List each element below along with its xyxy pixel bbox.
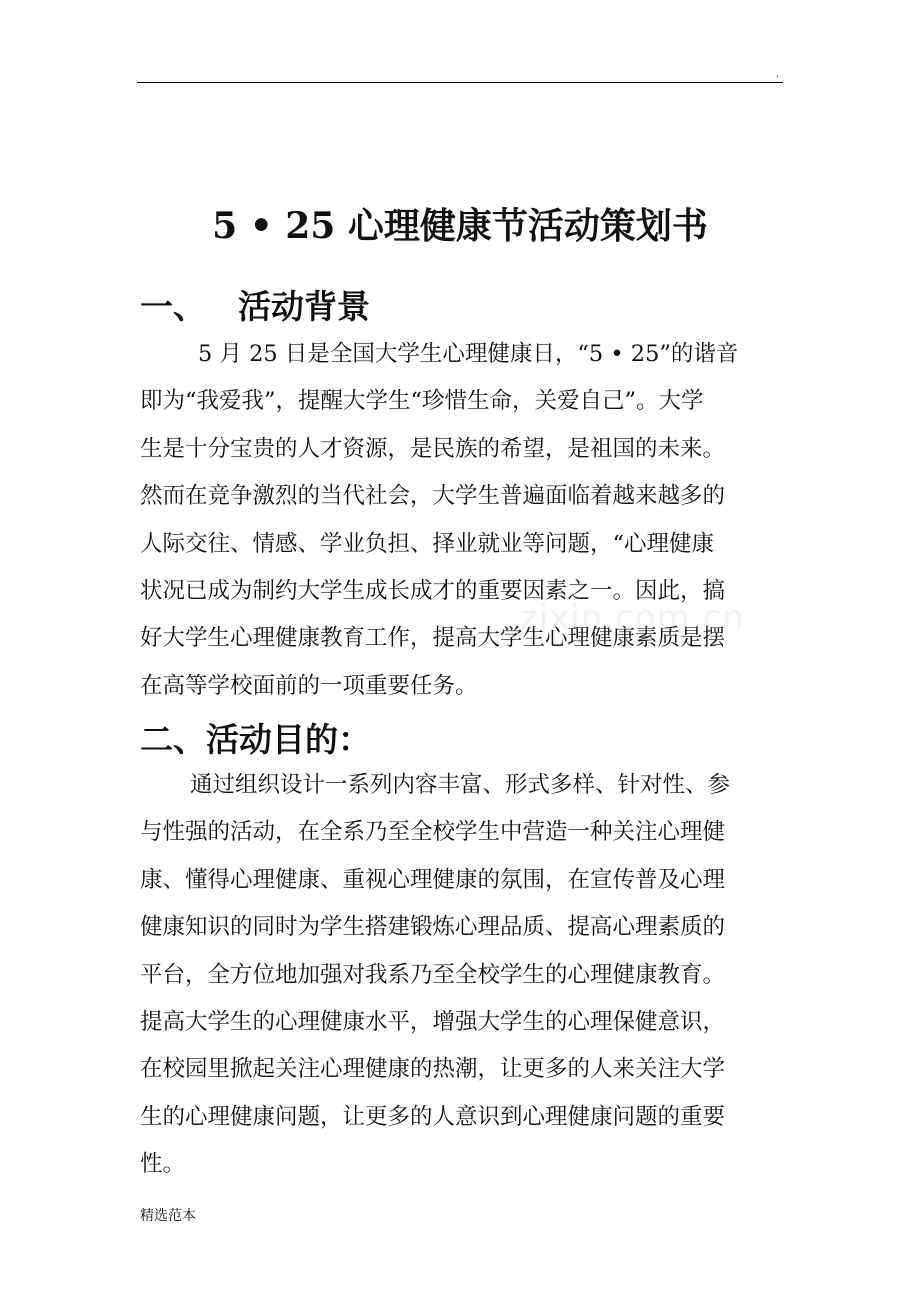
paragraph-line: 性。 [140, 1151, 186, 1178]
paragraph-line: 与性强的活动，在全系乃至全校学生中营造一种关注心理健 [140, 819, 726, 846]
paragraph-line: 状况已成为制约大学生成长成才的重要因素之一。因此，搞 [140, 577, 726, 604]
paragraph-line: 人际交往、情感、学业负担、择业就业等问题，“心理健康 [140, 530, 715, 557]
watermark: zixin.com.cn [520, 598, 745, 638]
section-2-paragraph [140, 762, 790, 1189]
paragraph-line: 平台，全方位地加强对我系乃至全校学生的心理健康教育。 [140, 961, 726, 988]
header-rule [137, 82, 783, 83]
section-1-title: 活动背景 [238, 287, 370, 326]
paragraph-line: 即为“我爱我”，提醒大学生“珍惜生命，关爱自己”。大学 [140, 388, 704, 415]
paragraph-line: 好大学生心理健康教育工作，提高大学生心理健康素质是摆 [140, 625, 726, 652]
paragraph-line: 健康知识的同时为学生搭建锻炼心理品质、提高心理素质的 [140, 914, 726, 941]
section-1-paragraph [140, 331, 790, 710]
section-2-heading: 二、活动目的： [140, 720, 371, 759]
paragraph-line: 在校园里掀起关注心理健康的热潮，让更多的人来关注大学 [140, 1056, 726, 1083]
header-mark: . [776, 69, 780, 80]
paragraph-line: 康、懂得心理健康、重视心理健康的氛围，在宣传普及心理 [140, 866, 726, 893]
paragraph-line: 在高等学校面前的一项重要任务。 [140, 672, 478, 699]
footer-text: 精选范本 [140, 1208, 196, 1224]
paragraph-line: 生的心理健康问题，让更多的人意识到心理健康问题的重要 [140, 1103, 726, 1130]
document-title: 5 • 25 心理健康节活动策划书 [212, 205, 708, 247]
paragraph-line: 然而在竞争激烈的当代社会，大学生普遍面临着越来越多的 [140, 483, 726, 510]
paragraph-line: 通过组织设计一系列内容丰富、形式多样、针对性、参 [190, 772, 731, 798]
paragraph-line: 5 月 25 日是全国大学生心理健康日，“5 • 25”的谐音 [198, 341, 739, 367]
section-1-number: 一、 [140, 287, 206, 326]
paragraph-line: 生是十分宝贵的人才资源，是民族的希望，是祖国的未来。 [140, 435, 726, 462]
paragraph-line: 提高大学生的心理健康水平，增强大学生的心理保健意识， [140, 1008, 726, 1035]
